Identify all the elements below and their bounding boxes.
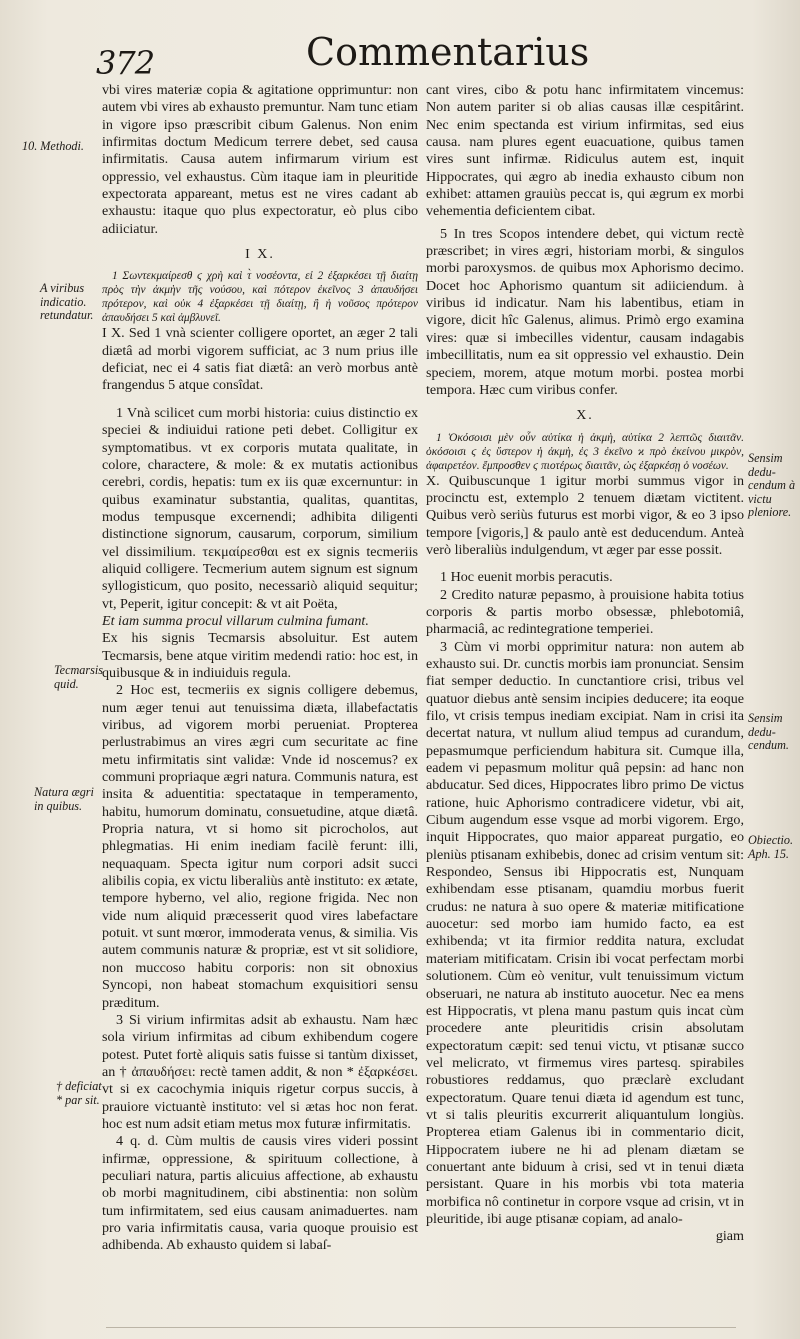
commentary-paragraph: Ex his signis Tecmarsis absoluitur. Est autem Tecmarsis, bene atque viritim medendi ratio: hoc est, in quibusque & in indiuiduis regula.	[102, 630, 418, 681]
margin-note-line: † deficiat	[56, 1079, 102, 1093]
margin-note-line: Tecmarsis	[54, 663, 103, 677]
margin-note-line: quid.	[54, 676, 79, 691]
section-heading: X.	[576, 408, 594, 424]
aphorism-translation: I X. Sed 1 vnà scienter colligere oportet, an æger 2 tali diætâ ad morbi vigorem sufficiat, ac 3 num prius ille deficiat, nec ei 4 satis fiat diætâ: an verò morbus antè frangendus 5 atque consîdat.	[102, 325, 418, 394]
margin-note-line: retundatur.	[40, 308, 94, 323]
catchword: giam	[715, 1228, 744, 1245]
margin-note-line: in quibus.	[34, 798, 83, 813]
margin-note-a-viribus	[40, 282, 93, 323]
commentary-paragraph: 1 Hoc euenit morbis peracutis.	[440, 569, 613, 586]
margin-note-sensim-ducendum	[748, 452, 800, 520]
spacer	[426, 559, 744, 569]
greek-text: 1 Ὁκόσοισι μὲν οὖν αὐτίκα ἡ ἀκμὴ, αὐτίκα 2 λεπτῶς διαιτᾶν. ὁκόσοισι ϛ ἐς ὕστερον ἡ ἀκμὴ, ἐς 3 ἐκεῖνο ϰ πρὸ ἐκείνου μικρὸν, ἀφαιρετέον. ἔμπροσθεν ϛ πιοτέρως διαιτᾶν, ὡς ἐξαρκέσῃ ὁ νοσέων.	[426, 431, 744, 472]
margin-note-line: Aph. 15.	[748, 846, 789, 861]
margin-note-line: Sensim dedu-	[748, 711, 783, 739]
margin-note-tecmarsis	[54, 664, 103, 691]
margin-note-line: pleniore.	[748, 505, 792, 520]
verse-quote: Et iam summa procul villarum culmina fumant.	[102, 612, 369, 629]
commentary-paragraph: 3 Cùm vi morbi opprimitur natura: non autem ab exhausto sui. Dr. cunctis morbis iam pronunciat. Sensim fiat semper deductio. In cunctantiore crisi, tribus vel quatuor diebus antè sensim incipies deducere; ita eoque filo, vt crisis tempus inediam excipiat. Nam in crisi ita decertat natura, vt nullum aliud tempus ad curandum, pepasmumque perficiendum habitura sit. Cumque illa, eadem vi pepasmum molitur quâ pepsin: ad hanc non abducatur. Sed dices, Hippocrates libro primo De victus ratione, huic Aphorismo contradicere videtur, vbi ait, Cibum augendum esse vsque ad morbi vigorem. Ergo, inquit Hippocrates, quo maior appareat purgatio, eo pleniùs ptisanam exhibebis, donec ad crisim ventum sit: Respondeo, Sensus ibi Hippocratis est, Nunquam exhibendam esse ptisanam, quamdiu morbus fuerit crudus: ne natura à suo opere & materiæ mitificatione auocetur: sed morbo iam humido facto, ea est exhibenda; vt ita firmior reddita natura, excludat materiam mitificatam. Crisin ibi vocat perfectam morbi solutionem. Cùm eò venitur, vult tenuissimum victum obseruari, ne natura ab instituto auocetur. Nec ea mens est Hippocratis, vt plena manu pastum quis incat cùm procedere ante pleuritidis crisin absolutam expectoratum cæpit: sed tenui victu, vt ptisanæ succo vel melicrato, vt firmemus vires partesq. spirabiles robustiores reddamus, quo præclarè excludant expectoratum. Quare tenui diæta id agendum est tunc, vt si talis pleuritis excurrerit aliquantulum longiùs. Propterea etiam Galenus ibi in commentario dicit, Hippocratem iubere ne hi ad plenam diætam se conuertant ante biduum à crisi, sed vt in tenui diæta persistant. Quare in his morbis vbi tota materia morbifica nô continetur in corpore vsque ad crisin, vt in pleuritide, ibi auge ptisanæ copiam, ad analo-	[426, 638, 744, 1227]
section-heading: I X.	[245, 247, 275, 263]
aphorism-translation: X. Quibuscunque 1 igitur morbi summus vigor in procinctu est, extemplo 2 tenuem diætam victitent. Quibus verò seriùs futurus est morbi vigor, & eo 3 ipso tempore [vigoris,] & paulo antè est deducendum. Anteà verò liberaliùs indulgendum, vt æger par esse possit.	[426, 472, 744, 558]
margin-note-line: Natura ægri	[34, 785, 94, 799]
commentary-paragraph: 4 q. d. Cùm multis de causis vires videri possint infirmæ, oppressione, & spirituum collectione, à peculiari natura, partis alicuius affectione, ab exhaustu ob morbi magnitudinem, cibi abstinentia: non solùm tum infirmitatem, sed eius causam animaduertes. nam pro varia infirmitatis causa, varia quoque prouisio est adhibenda. Ab exhausto quidem si labaſ-	[102, 1133, 418, 1254]
commentary-paragraph: 2 Hoc est, tecmeriis ex signis colligere debemus, num æger tenui aut tenuissima diæta, illabefactatis viribus, ad vigorem morbi perueniat. Propterea perlustrabimus an vires ægri cum securitate ac fine metu infirmitatis sint validæ: Vnde id noscemus? ex communi propriaque ægri natura. Communis natura, est insita & aduentitia: spectataque in temperamento, habitu, humorum dominatu, consuetudine, atque diætâ. Propria natura, vt si homo sit picrocholos, aut phlegmatias. Hi enim inediam facilè ferunt: illi, nequaquam. Specta igitur num corpori adsit succi alibilis copia, ex victu liberaliùs antè instituto: ex ætate, tempore hyberno, vel alio, regione frigida. Nec non vide num aliquid præcesserit quod vires labefactare potuit. vt sunt mœror, immoderata venus, & similia. Vis autem communis naturæ & propriæ, est vt sit solidiore, non muccoso habitu corporis: non sit obnoxius Syncopi, non habeat stomachum exquisitiori sensu præditum.	[102, 682, 418, 1011]
margin-note-methodi	[22, 140, 84, 154]
left-column	[102, 82, 418, 1255]
margin-note-natura-aegri	[34, 786, 94, 813]
margin-note-sensim-deducendum	[748, 712, 800, 753]
paragraph: cant vires, cibo & potu hanc infirmitatem vincemus: Non autem pariter si ob alias causas illæ cespitârint. Nec enim spectanda est virium infirmitas, sed eius causa. nam plures egent euacuatione, quibus tamen vires sunt infirmæ. Ridiculus autem est, inquit Hippocrates, qui ægro ab inedia exhausto cibum non exhibet: attamen grauiùs peccat is, qui ægrum ex morbi vehementia deficientem cibat.	[426, 82, 744, 220]
margin-note-line: victu	[748, 491, 772, 506]
greek-text: 1 Σωντεκμαίρεσθ ϛ χρὴ καὶ τ̀ νοσέοντα, εἰ 2 ἐξαρκέσει τῇ διαίτῃ πρὸς τὴν ἀκμὴν τῆς νούσου, καὶ πότερον ἐκεῖνος 3 ἀπαυδήσει πρότερον, καὶ οὐκ 4 ἐξαρκέσει τῇ διαίτῃ, ἢ ἡ νοῦσος πρότερον ἀπαυδήσει 5 καὶ ἀμβλυνεῖ.	[102, 270, 418, 325]
right-column	[426, 82, 744, 1246]
margin-note-line: cendum à	[748, 478, 796, 493]
margin-note-text: 10. Methodi.	[22, 139, 84, 153]
margin-note-line: * par sit.	[56, 1092, 100, 1107]
spacer	[102, 395, 418, 405]
margin-note-obiectio	[748, 834, 800, 861]
page-number: 372	[96, 44, 155, 82]
margin-note-line: Obiectio.	[748, 833, 794, 847]
margin-note-line: Sensim dedu-	[748, 451, 783, 479]
paragraph: vbi vires materiæ copia & agitatione opprimuntur: non autem vbi vires ab exhausto premuntur. Nam tunc etiam in vigore ipso præscribit cibum Galenus. Non enim infirmitas doctum Medicum terrere debet, sed causa infirmitatis. Causa autem infirmarum virium est oppressio, vel exhaustus. Cùm itaque iam in pleuritide expectorata appareant, metus est ne vires cadant ab exhaustu: itaque quo plus expectoratur, eò plus cibo adiiciatur.	[102, 82, 418, 237]
margin-note-line: cendum.	[748, 738, 789, 753]
commentary-paragraph: 3 Si virium infirmitas adsit ab exhaustu. Nam hæc sola virium infirmitas ad cibum exhibendum cogere potest. Putet fortè aliquis satis fuisse si tantùm dixisset, an † ἀπαυδήσει: rectè tamen addit, & non * ἐξαρκέσει. vt si ex cacochymia iniquis rigetur corpus succis, à prauiore victuantè instituto: vel si ætas hoc non ferat. hoc est num adsit etiam metus mox futuræ infirmitatis.	[102, 1011, 418, 1132]
margin-note-line: A viribus	[40, 281, 85, 295]
commentary-paragraph: 2 Credito naturæ pepasmo, à prouisione habita totius corporis & partis morbo obsessæ, phlebotomiâ, pharmaciâ, ac redintegratione temperiei.	[426, 586, 744, 638]
page-bottom-edge	[106, 1327, 736, 1328]
commentary-paragraph: 5 In tres Scopos intendere debet, qui victum rectè præscribet; in vires ægri, historiam morbi, & singulos morbi paroxysmos. de quibus mox Aphorismo decimo. Docet hoc Aphorismo quantum sit adiiciendum. à viribus id indicatur. Nam his labentibus, etiam in vigore, dicit hîc Galenus, alimus. Primò ergo examina vires: quæ si imbecilles videntur, causam indagabis imbecillitatis, num ea sit oppressio vel exhaustio. Dein speciem, morem, atque motum morbi. postea morbi tempora. Hæc cum viribus confer.	[426, 225, 744, 398]
commentary-paragraph: 1 Vnà scilicet cum morbi historia: cuius distinctio ex speciei & indiuidui ratione peti debet. Colligitur ex symptomatibus. vt ex corporis mutata qualitate, in colore, charactere, & mole: & ex mutatis actionibus cerebri, cordis, hepatis: tum ex iis quæ excernuntur: in quibus examinatur substantia, qualitas, quantitas, modus tempusque excernendi; adhibita diligenti distinctione signorum, causarum, corporum, similium vel dissimilium. τεκμαίρεσθαι est ex signis tecmeriis aliquid colligere. Tecmerium autem signum est signum syllogisticum, quo posito, necessariò aliquid sequitur; vt, Peperit, igitur concepit: & vt ait Poëta,	[102, 404, 418, 612]
margin-note-deficiat	[56, 1080, 102, 1107]
running-head: Commentarius	[306, 30, 590, 74]
margin-note-line: indicatio.	[40, 294, 87, 309]
page-header	[0, 22, 800, 82]
